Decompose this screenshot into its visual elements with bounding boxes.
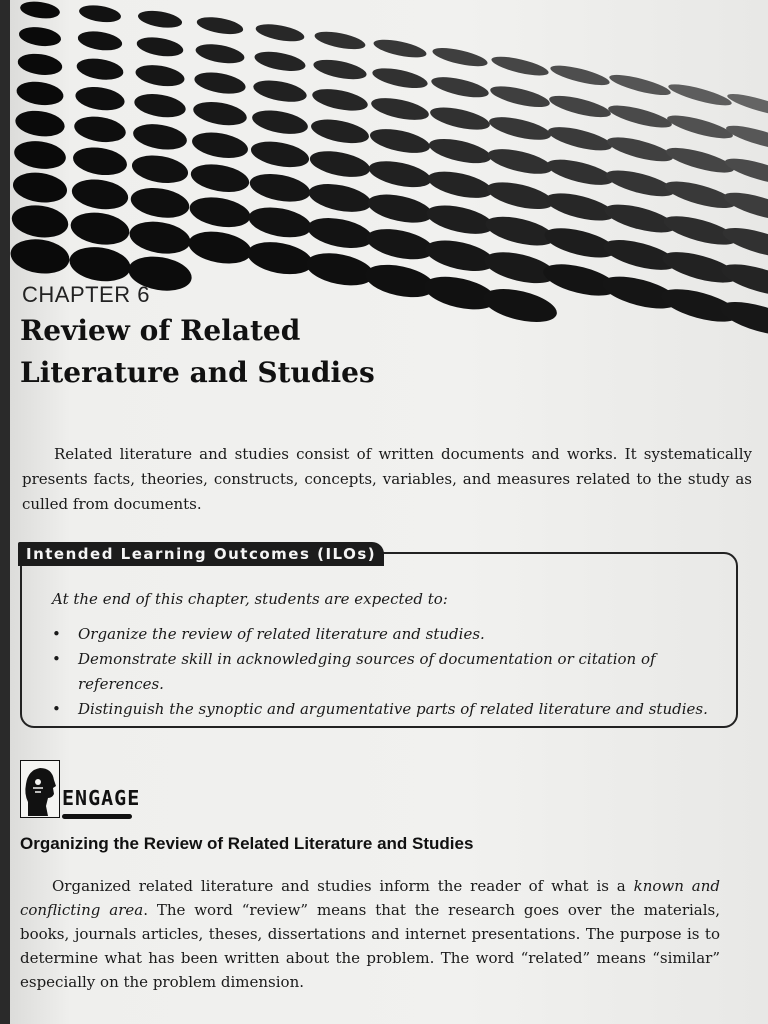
engage-underline — [62, 814, 132, 819]
decorative-dot — [484, 177, 556, 214]
bullet-icon: • — [52, 700, 61, 718]
engage-label: ENGAGE — [62, 786, 141, 810]
decorative-dot — [372, 36, 428, 61]
decorative-dot — [424, 200, 496, 239]
decorative-dot — [365, 189, 435, 227]
decorative-dot — [131, 121, 188, 154]
decorative-dot — [430, 73, 491, 101]
ilo-intro: At the end of this chapter, students are expected to: — [52, 590, 448, 608]
decorative-dot — [12, 138, 67, 172]
decorative-dot — [543, 188, 617, 226]
decorative-dot — [368, 125, 432, 158]
decorative-dot — [193, 69, 247, 97]
bullet-icon: • — [52, 625, 61, 643]
ilo-item-text: Distinguish the synoptic and argumentative parts of related literature and studies. — [78, 700, 708, 718]
decorative-dot — [187, 193, 252, 231]
decorative-dot — [127, 218, 193, 258]
decorative-dot — [133, 91, 188, 121]
decorative-dot — [304, 248, 377, 291]
decorative-dot — [254, 21, 305, 45]
decorative-dot — [664, 143, 736, 178]
decorative-dot — [606, 101, 673, 132]
decorative-dot — [129, 184, 192, 222]
decorative-dot — [245, 237, 316, 279]
decorative-dot — [194, 41, 246, 67]
decorative-dot — [18, 25, 63, 49]
decorative-dot — [75, 56, 125, 83]
decorative-dot — [483, 211, 557, 251]
chapter-title — [20, 310, 375, 394]
decorative-dot — [310, 85, 369, 114]
section-heading: Organizing the Review of Related Literature and Studies — [20, 834, 474, 853]
decorative-dot — [488, 82, 551, 111]
decorative-dot — [427, 134, 493, 168]
decorative-dot — [189, 160, 252, 196]
decorative-dot — [15, 79, 65, 108]
ilo-item-text: Demonstrate skill in acknowledging sources of documentation or citation of references. — [78, 650, 656, 693]
decorative-dot — [247, 169, 312, 206]
decorative-dot — [14, 108, 67, 139]
decorative-dot — [246, 203, 314, 242]
decorative-dot — [72, 113, 127, 145]
ilo-tab-label: Intended Learning Outcomes (ILOs) — [18, 542, 384, 566]
decorative-dot — [74, 84, 126, 113]
decorative-dot — [67, 243, 133, 285]
chapter-title-line1: Review of Related — [20, 314, 301, 347]
decorative-dot — [16, 51, 63, 77]
decorative-dot — [364, 224, 437, 265]
paragraph-emphasis: known and conflicting area — [20, 877, 720, 919]
decorative-dot — [367, 156, 434, 192]
decorative-dot — [608, 71, 672, 99]
decorative-dot — [250, 106, 309, 137]
decorative-dot — [130, 152, 190, 187]
decorative-dot — [190, 129, 250, 162]
decorative-dot — [487, 113, 553, 145]
chapter-label: CHAPTER 6 — [22, 282, 150, 307]
chapter-title-line2: Literature and Studies — [20, 356, 375, 389]
decorative-dot — [77, 29, 124, 53]
decorative-dot — [425, 167, 494, 203]
decorative-dot — [135, 34, 184, 59]
decorative-dot — [249, 137, 311, 171]
decorative-dot — [306, 179, 373, 216]
paragraph-text-start: Organized related literature and studies inform the reader of what is a — [52, 877, 634, 895]
decorative-dot — [603, 165, 676, 201]
decorative-dot — [191, 98, 248, 129]
head-silhouette-icon — [20, 760, 60, 818]
book-spine-shadow — [0, 0, 10, 1024]
ilo-item — [52, 622, 728, 647]
decorative-dot — [313, 28, 366, 52]
decorative-dot — [665, 111, 734, 143]
decorative-dot — [423, 235, 498, 277]
decorative-dot — [11, 169, 69, 205]
decorative-dot — [431, 44, 489, 70]
ilo-item — [52, 647, 728, 697]
decorative-dot — [312, 56, 368, 83]
decorative-dot — [196, 14, 245, 37]
decorative-dot — [369, 94, 430, 124]
decorative-dot — [10, 236, 72, 278]
decorative-dot — [667, 80, 734, 109]
ilo-item-text: Organize the review of related literature and studies. — [78, 625, 485, 643]
decorative-dot — [490, 53, 550, 80]
decorative-dot — [726, 90, 768, 120]
decorative-dot — [428, 103, 492, 134]
decorative-dot — [305, 213, 375, 253]
decorative-dot — [549, 62, 611, 89]
decorative-dot — [605, 132, 675, 166]
decorative-dot — [545, 155, 616, 191]
ilo-list — [52, 622, 728, 722]
bullet-icon: • — [52, 650, 61, 668]
decorative-dot — [19, 0, 61, 21]
ilo-item — [52, 697, 728, 722]
decorative-dot — [70, 176, 130, 213]
decorative-dot — [486, 144, 555, 179]
decorative-dot — [71, 144, 129, 179]
decorative-dot — [547, 91, 612, 121]
decorative-dot — [309, 115, 371, 147]
decorative-dot — [308, 147, 373, 182]
decorative-dot — [10, 202, 70, 241]
decorative-dot — [137, 8, 184, 30]
decorative-dot — [252, 77, 309, 106]
decorative-dot — [186, 227, 254, 268]
decorative-dot — [253, 48, 307, 74]
decorative-dot — [362, 259, 437, 302]
section-paragraph — [20, 874, 720, 994]
paragraph-text-end: . The word “review” means that the research goes over the materials, books, journals articles, theses, dissertations and internet presentations. The purpose is to determine what has been written about the problem. The word “related” means “similar” especially on the problem dimension. — [20, 901, 720, 991]
decorative-dot — [371, 64, 430, 92]
decorative-dot — [134, 62, 186, 89]
intro-paragraph: Related literature and studies consist of written documents and works. It systematically presents facts, theories, constructs, concepts, variables, and measures related to the study as culled from documents. — [22, 445, 752, 513]
decorative-dot — [546, 122, 614, 155]
decorative-dot — [78, 3, 122, 25]
decorative-dot — [68, 209, 131, 249]
decorative-dot — [480, 283, 560, 328]
